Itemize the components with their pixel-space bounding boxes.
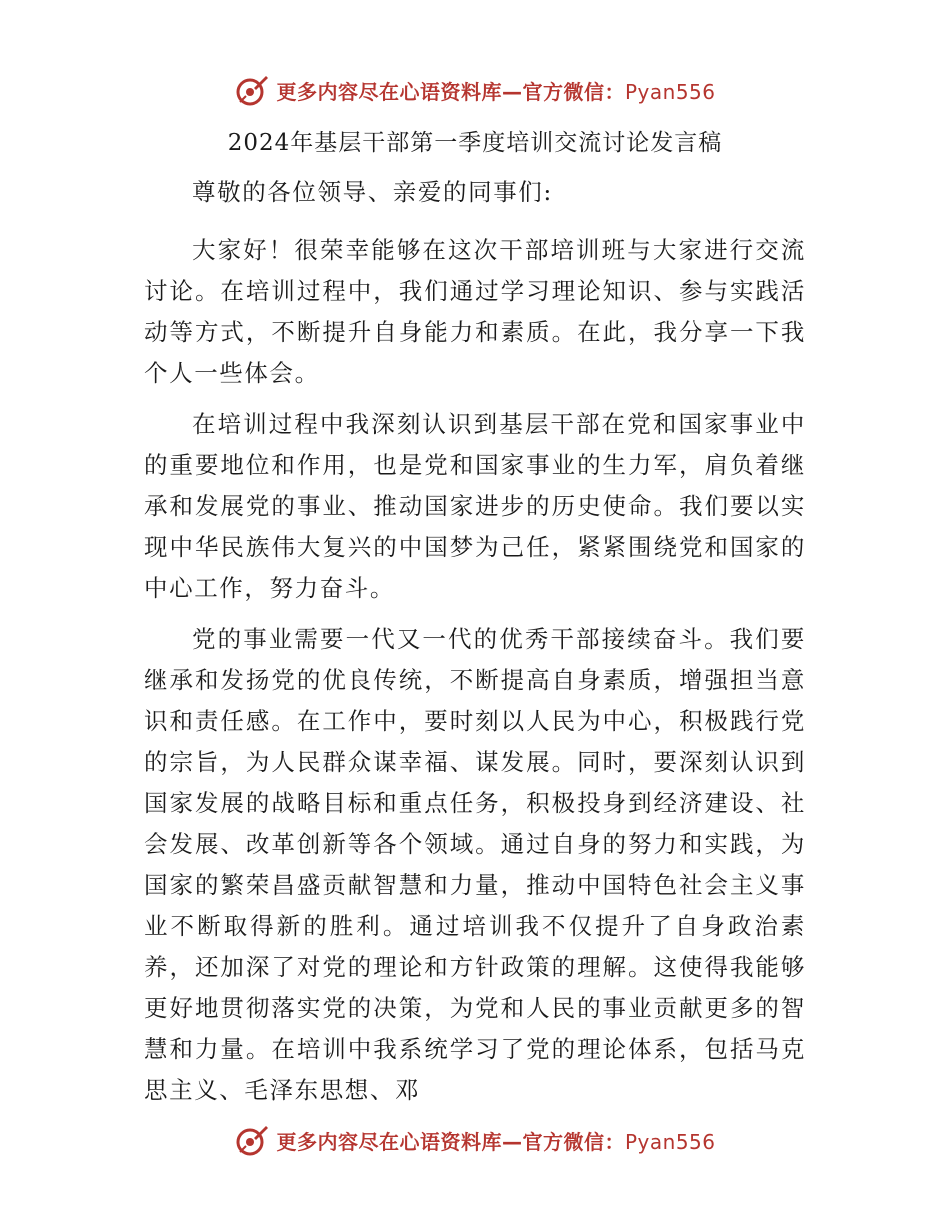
paragraph: 大家好！很荣幸能够在这次干部培训班与大家进行交流讨论。在培训过程中，我们通过学习理论知识、参与实践活动等方式，不断提升自身能力和素质。在此，我分享一下我个人一些体会。 [144,236,806,387]
watermark-text: 更多内容尽在心语资料库—官方微信： [276,1129,625,1154]
watermark-text: 更多内容尽在心语资料库—官方微信： [276,79,625,104]
paragraph: 在培训过程中我深刻认识到基层干部在党和国家事业中的重要地位和作用，也是党和国家事业的生力军，肩负着继承和发展党的事业、推动国家进步的历史使命。我们要以实现中华民族伟大复兴的中国梦为己任，紧紧围绕党和国家的中心工作，努力奋斗。 [144,410,806,602]
watermark-account: Pyan556 [624,79,716,104]
pen-logo-icon [234,72,270,108]
watermark-account: Pyan556 [624,1129,716,1154]
document-title: 2024年基层干部第一季度培训交流讨论发言稿 [227,130,723,156]
document-body [144,168,806,1121]
salutation: 尊敬的各位领导、亲爱的同事们: [192,178,553,206]
pen-logo-icon [234,1122,270,1158]
watermark-footer [0,1120,950,1160]
paragraph: 党的事业需要一代又一代的优秀干部接续奋斗。我们要继承和发扬党的优良传统，不断提高自身素质，增强担当意识和责任感。在工作中，要时刻以人民为中心，积极践行党的宗旨，为人民群众谋幸福、谋发展。同时，要深刻认识到国家发展的战略目标和重点任务，积极投身到经济建设、社会发展、改革创新等各个领域。通过自身的努力和实践，为国家的繁荣昌盛贡献智慧和力量，推动中国特色社会主义事业不断取得新的胜利。通过培训我不仅提升了自身政治素养，还加深了对党的理论和方针政策的理解。这使得我能够更好地贯彻落实党的决策，为党和人民的事业贡献更多的智慧和力量。在培训中我系统学习了党的理论体系，包括马克思主义、毛泽东思想、邓 [144,625,806,1104]
watermark-header [0,70,950,110]
